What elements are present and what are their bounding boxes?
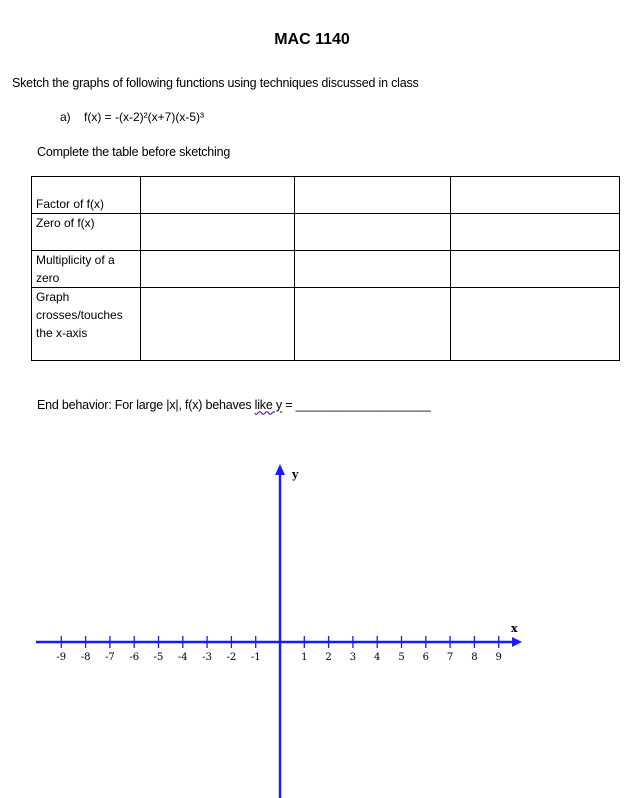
row-header-zero: Zero of f(x) bbox=[32, 214, 141, 251]
x-tick-label: -1 bbox=[250, 652, 261, 663]
table-cell[interactable] bbox=[451, 214, 620, 251]
y-axis-arrow bbox=[275, 464, 285, 475]
x-tick-label: -5 bbox=[153, 652, 164, 663]
x-tick-label: 7 bbox=[446, 652, 454, 663]
table-cell[interactable] bbox=[141, 177, 295, 214]
table-cell[interactable] bbox=[451, 251, 620, 288]
x-tick-label: 1 bbox=[301, 652, 308, 663]
x-tick-label: 6 bbox=[422, 652, 429, 663]
table-cell[interactable] bbox=[451, 288, 620, 361]
table-cell[interactable] bbox=[141, 214, 295, 251]
problem-statement bbox=[60, 110, 204, 124]
problem-function: f(x) = -(x-2)²(x+7)(x-5)³ bbox=[84, 110, 205, 124]
x-tick-label: 3 bbox=[349, 652, 357, 663]
table-cell[interactable] bbox=[451, 177, 620, 214]
row-header-crosses: Graph crosses/touches the x-axis bbox=[32, 288, 141, 361]
x-tick-label: 9 bbox=[495, 652, 502, 663]
table-cell[interactable] bbox=[295, 214, 451, 251]
table-cell[interactable] bbox=[295, 251, 451, 288]
table-cell[interactable] bbox=[295, 177, 451, 214]
x-axis-arrow bbox=[512, 637, 522, 647]
table-cell[interactable] bbox=[141, 288, 295, 361]
table-cell[interactable] bbox=[141, 251, 295, 288]
x-tick-label: 8 bbox=[471, 652, 478, 663]
x-tick-label: -8 bbox=[80, 652, 91, 663]
instruction-text: Sketch the graphs of following functions using techniques discussed in class bbox=[12, 76, 419, 90]
page-title: MAC 1140 bbox=[274, 31, 350, 48]
x-tick-label: -9 bbox=[56, 652, 67, 663]
x-tick-label: -3 bbox=[202, 652, 212, 663]
y-axis-label: y bbox=[292, 468, 299, 481]
row-header-factor: Factor of f(x) bbox=[32, 177, 141, 214]
problem-label: a) bbox=[60, 110, 71, 124]
x-tick-label: 5 bbox=[398, 652, 405, 663]
x-axis-label: x bbox=[511, 622, 518, 635]
table-instruction: Complete the table before sketching bbox=[37, 145, 231, 159]
x-tick-label: -4 bbox=[177, 652, 188, 663]
table-cell[interactable] bbox=[295, 288, 451, 361]
end-behavior-like: like y bbox=[254, 398, 282, 412]
x-tick-label: -7 bbox=[105, 652, 115, 663]
x-tick-label: -6 bbox=[129, 652, 140, 663]
x-tick-label: 2 bbox=[325, 652, 332, 663]
end-behavior bbox=[37, 398, 431, 412]
end-behavior-prefix: End behavior: For large |x|, f(x) behaves bbox=[37, 398, 255, 412]
x-tick-label: 4 bbox=[374, 652, 381, 663]
x-tick-label: -2 bbox=[226, 652, 237, 663]
zeros-table bbox=[31, 176, 620, 361]
coordinate-plane bbox=[0, 450, 624, 798]
end-behavior-blank: = ____________________ bbox=[281, 398, 431, 412]
row-header-multiplicity: Multiplicity of a zero bbox=[32, 251, 141, 288]
